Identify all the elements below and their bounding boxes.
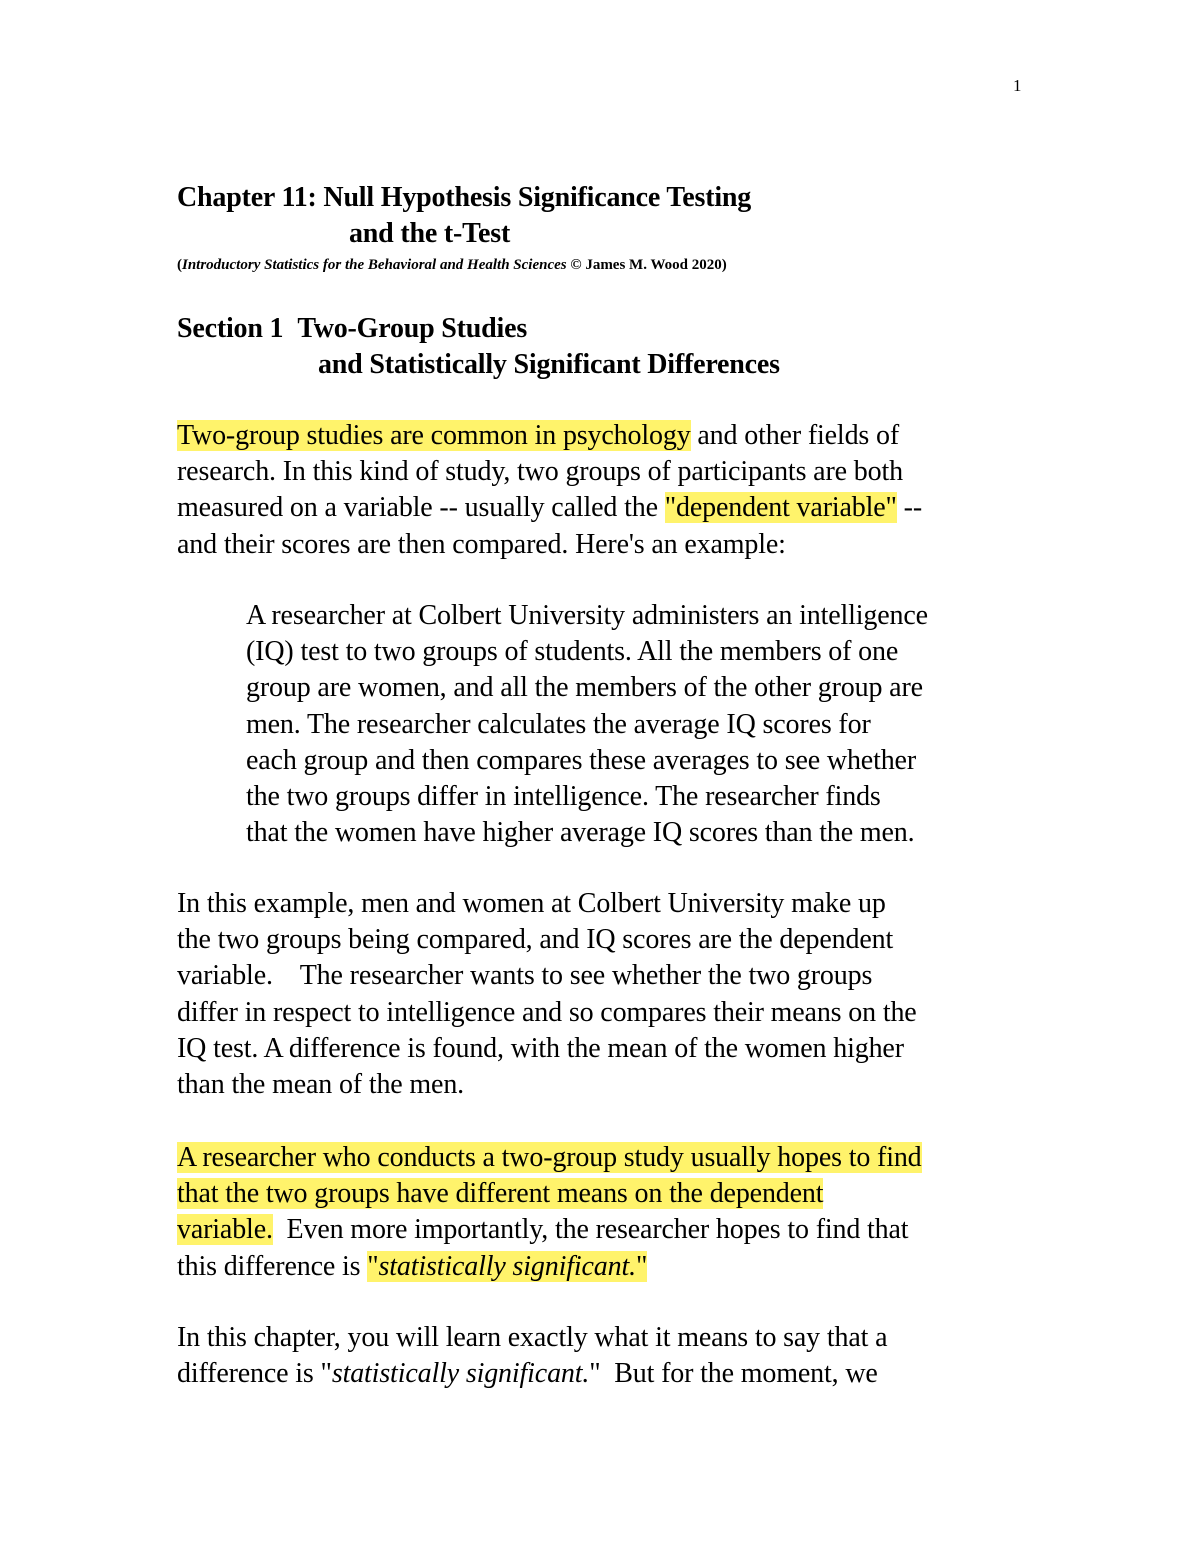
citation-open-paren: (	[177, 257, 182, 273]
chapter-title-line2: and the t-Test	[349, 218, 511, 249]
highlighted-text: "dependent variable"	[664, 492, 897, 524]
text-run: and other fields of	[690, 420, 900, 451]
text-line: the two groups differ in intelligence. The researcher finds	[246, 781, 881, 813]
book-title: Introductory Statistics for the Behavioral and Health Sciences	[182, 257, 567, 273]
text-line: In this example, men and women at Colbert University make up	[177, 888, 886, 919]
text-line: IQ test. A difference is found, with the mean of the women higher	[177, 1032, 904, 1064]
text-run: "	[367, 1250, 379, 1282]
text-line: men. The researcher calculates the average IQ scores for	[246, 708, 871, 740]
highlighted-text: variable.	[177, 1214, 273, 1246]
text-line: variable. The researcher wants to see whether the two groups	[177, 960, 873, 992]
text-line: In this chapter, you will learn exactly what it means to say that a	[177, 1322, 888, 1353]
highlighted-text: Two-group studies are common in psychology	[177, 420, 691, 451]
text-run: this difference is	[177, 1250, 368, 1282]
text-line: each group and then compares these averages to see whether	[246, 744, 916, 776]
text-line	[177, 1356, 1037, 1392]
section-title-line2: and Statistically Significant Differences	[318, 349, 780, 380]
copyright-notice: © James M. Wood 2020)	[566, 257, 727, 273]
text-line: than the mean of the men.	[177, 1069, 465, 1101]
text-line	[177, 490, 1037, 526]
highlighted-text: A researcher who conducts a two-group study usually hopes to find	[177, 1142, 922, 1173]
text-run: " But for the moment, we	[589, 1358, 878, 1390]
text-line: and their scores are then compared. Here's an example:	[177, 528, 786, 560]
page-number: 1	[1013, 76, 1022, 95]
italic-term: statistically significant.	[378, 1250, 636, 1282]
highlighted-text: that the two groups have different means on the dependent	[177, 1178, 824, 1210]
text-line	[177, 1140, 1037, 1176]
text-run: Even more importantly, the researcher hopes to find that	[272, 1214, 909, 1246]
text-line	[177, 418, 1037, 454]
book-citation	[177, 255, 727, 275]
chapter-title-line1: Chapter 11: Null Hypothesis Significance Testing	[177, 182, 752, 213]
example-block-quote	[246, 598, 1106, 851]
text-run: "	[635, 1250, 648, 1282]
paragraph-researcher-hopes	[177, 1140, 1037, 1285]
text-line	[177, 1249, 1037, 1285]
text-line: that the women have higher average IQ scores than the men.	[246, 817, 915, 849]
paragraph-example-explanation	[177, 886, 1037, 1103]
chapter-title	[177, 180, 751, 252]
section-label: Section 1	[177, 313, 284, 344]
text-line: (IQ) test to two groups of students. All the members of one	[246, 636, 899, 668]
section-title-line1: Two-Group Studies	[297, 313, 528, 344]
section-heading	[177, 311, 780, 383]
text-line: A researcher at Colbert University administers an intelligence	[246, 600, 928, 631]
paragraph-chapter-intro	[177, 1320, 1037, 1392]
text-line: differ in respect to intelligence and so compares their means on the	[177, 996, 917, 1028]
text-run: difference is "	[177, 1358, 332, 1390]
text-line	[177, 1212, 1037, 1248]
text-run: --	[896, 492, 923, 524]
paragraph-intro	[177, 418, 1037, 563]
text-line: group are women, and all the members of the other group are	[246, 672, 923, 704]
text-run: measured on a variable -- usually called the	[177, 492, 665, 524]
text-line: the two groups being compared, and IQ scores are the dependent	[177, 924, 894, 956]
text-line: research. In this kind of study, two groups of participants are both	[177, 456, 903, 488]
highlighted-term	[367, 1251, 647, 1282]
italic-term: statistically significant.	[331, 1358, 590, 1390]
text-line	[177, 1176, 1037, 1212]
